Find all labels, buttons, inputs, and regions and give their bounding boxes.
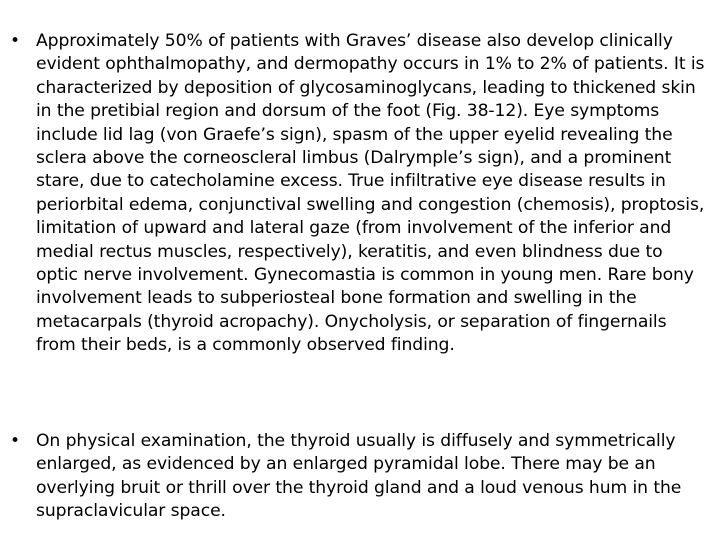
bullet-marker: • bbox=[10, 31, 20, 51]
bullet-item-ophthalmopathy bbox=[10, 30, 708, 358]
bullet-text: Approximately 50% of patients with Graves’ disease also develop clinically evident ophthalmopathy, and dermopathy occurs in 1% to 2% of patients. It is characterized by deposition of glycosaminoglycans, leading to thickened skin in the pretibial region and dorsum of the foot (Fig. 38-12). Eye symptoms include lid lag (von Graefe’s sign), spasm of the upper eyelid revealing the sclera above the corneoscleral limbus (Dalrymple’s sign), and a prominent stare, due to catecholamine excess. True infiltrative eye disease results in periorbital edema, conjunctival swelling and congestion (chemosis), proptosis, limitation of upward and lateral gaze (from involvement of the inferior and medial rectus muscles, respectively), keratitis, and even blindness due to optic nerve involvement. Gynecomastia is common in young men. Rare bony involvement leads to subperiosteal bone formation and swelling in the metacarpals (thyroid acropachy). Onycholysis, or separation of fingernails from their beds, is a commonly observed finding. bbox=[36, 31, 705, 356]
bullet-item-physical-exam bbox=[10, 430, 708, 524]
bullet-marker: • bbox=[10, 431, 20, 451]
bullet-text: On physical examination, the thyroid usually is diffusely and symmetrically enlarged, as evidenced by an enlarged pyramidal lobe. There may be an overlying bruit or thrill over the thyroid gland and a loud venous hum in the supraclavicular space. bbox=[36, 431, 682, 522]
